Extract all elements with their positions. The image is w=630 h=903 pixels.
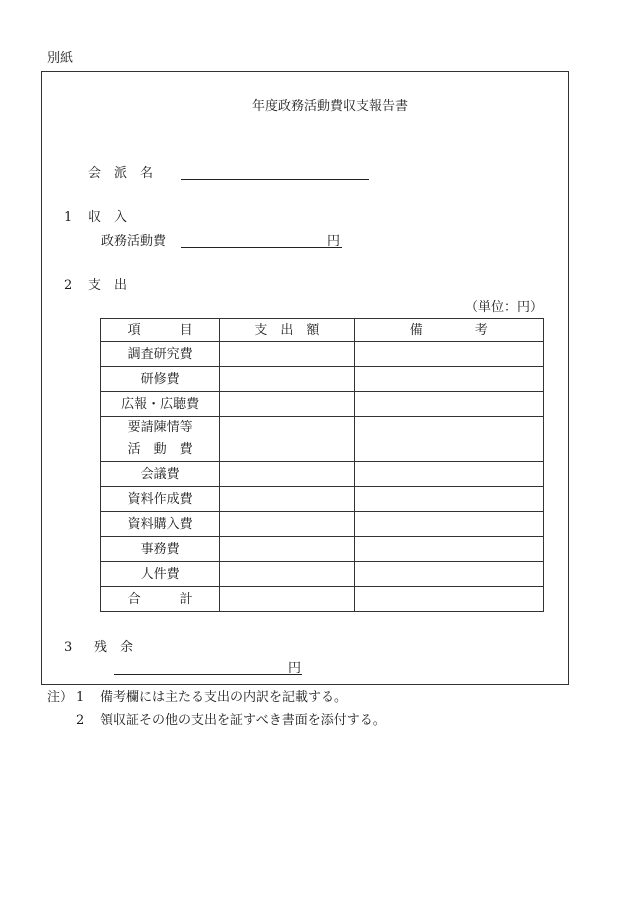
amount-cell[interactable]: [220, 392, 354, 417]
table-row: [101, 342, 544, 367]
expense-heading-number: 2: [64, 278, 73, 293]
row-label-petition: [101, 417, 220, 462]
amount-cell[interactable]: [220, 487, 354, 512]
table-row: [101, 417, 544, 462]
amount-cell[interactable]: [220, 367, 354, 392]
row-label-training: 研修費: [101, 367, 220, 392]
balance-unit: 円: [288, 661, 302, 676]
income-item-label: 政務活動費: [101, 234, 167, 249]
note-2-number: 2: [76, 713, 85, 728]
notes-prefix: 注）: [47, 690, 74, 705]
table-row: [101, 392, 544, 417]
table-row: [101, 462, 544, 487]
income-unit: 円: [327, 234, 341, 249]
remarks-cell[interactable]: [354, 587, 543, 612]
column-header-amount: 支 出 額: [220, 319, 354, 342]
attachment-label: 別紙: [47, 51, 74, 66]
remarks-cell[interactable]: [354, 342, 543, 367]
row-label-personnel: 人件費: [101, 562, 220, 587]
balance-amount-line[interactable]: [114, 674, 302, 675]
petition-label-text: 要請陳情等 活 動 費: [127, 420, 193, 457]
balance-heading-number: 3: [64, 640, 73, 655]
amount-cell[interactable]: [220, 562, 354, 587]
table-row: [101, 367, 544, 392]
expense-heading: 支 出: [88, 278, 128, 293]
row-label-office: 事務費: [101, 537, 220, 562]
column-header-item: 項 目: [101, 319, 220, 342]
remarks-cell[interactable]: [354, 487, 543, 512]
row-label-materials-creation: 資料作成費: [101, 487, 220, 512]
income-amount-line[interactable]: [181, 247, 342, 248]
row-label-research: 調査研究費: [101, 342, 220, 367]
faction-input-line[interactable]: [181, 179, 369, 180]
expense-unit-note: （単位：円）: [465, 300, 544, 315]
note-1-number: 1: [76, 690, 85, 705]
row-label-materials-purchase: 資料購入費: [101, 512, 220, 537]
remarks-cell[interactable]: [354, 562, 543, 587]
remarks-cell[interactable]: [354, 417, 543, 462]
expense-table-header: [101, 319, 544, 342]
column-header-remarks: 備 考: [354, 319, 543, 342]
report-title: 年度政務活動費収支報告書: [252, 99, 409, 114]
remarks-cell[interactable]: [354, 537, 543, 562]
row-label-total: 合 計: [101, 587, 220, 612]
balance-heading: 残 余: [94, 640, 134, 655]
faction-label: 会 派 名: [88, 166, 154, 181]
table-row: [101, 562, 544, 587]
row-label-publicity: 広報・広聴費: [101, 392, 220, 417]
income-heading-number: 1: [64, 210, 73, 225]
expense-table: [100, 318, 544, 612]
note-2-text: 領収証その他の支出を証すべき書面を添付する。: [100, 713, 386, 728]
table-row: [101, 512, 544, 537]
table-row: [101, 487, 544, 512]
amount-cell[interactable]: [220, 587, 354, 612]
remarks-cell[interactable]: [354, 512, 543, 537]
income-heading: 収 入: [88, 210, 128, 225]
remarks-cell[interactable]: [354, 392, 543, 417]
remarks-cell[interactable]: [354, 462, 543, 487]
amount-cell[interactable]: [220, 512, 354, 537]
amount-cell[interactable]: [220, 342, 354, 367]
row-label-meeting: 会議費: [101, 462, 220, 487]
remarks-cell[interactable]: [354, 367, 543, 392]
amount-cell[interactable]: [220, 537, 354, 562]
table-row: [101, 537, 544, 562]
note-1-text: 備考欄には主たる支出の内訳を記載する。: [100, 690, 348, 705]
table-row-total: [101, 587, 544, 612]
amount-cell[interactable]: [220, 417, 354, 462]
amount-cell[interactable]: [220, 462, 354, 487]
